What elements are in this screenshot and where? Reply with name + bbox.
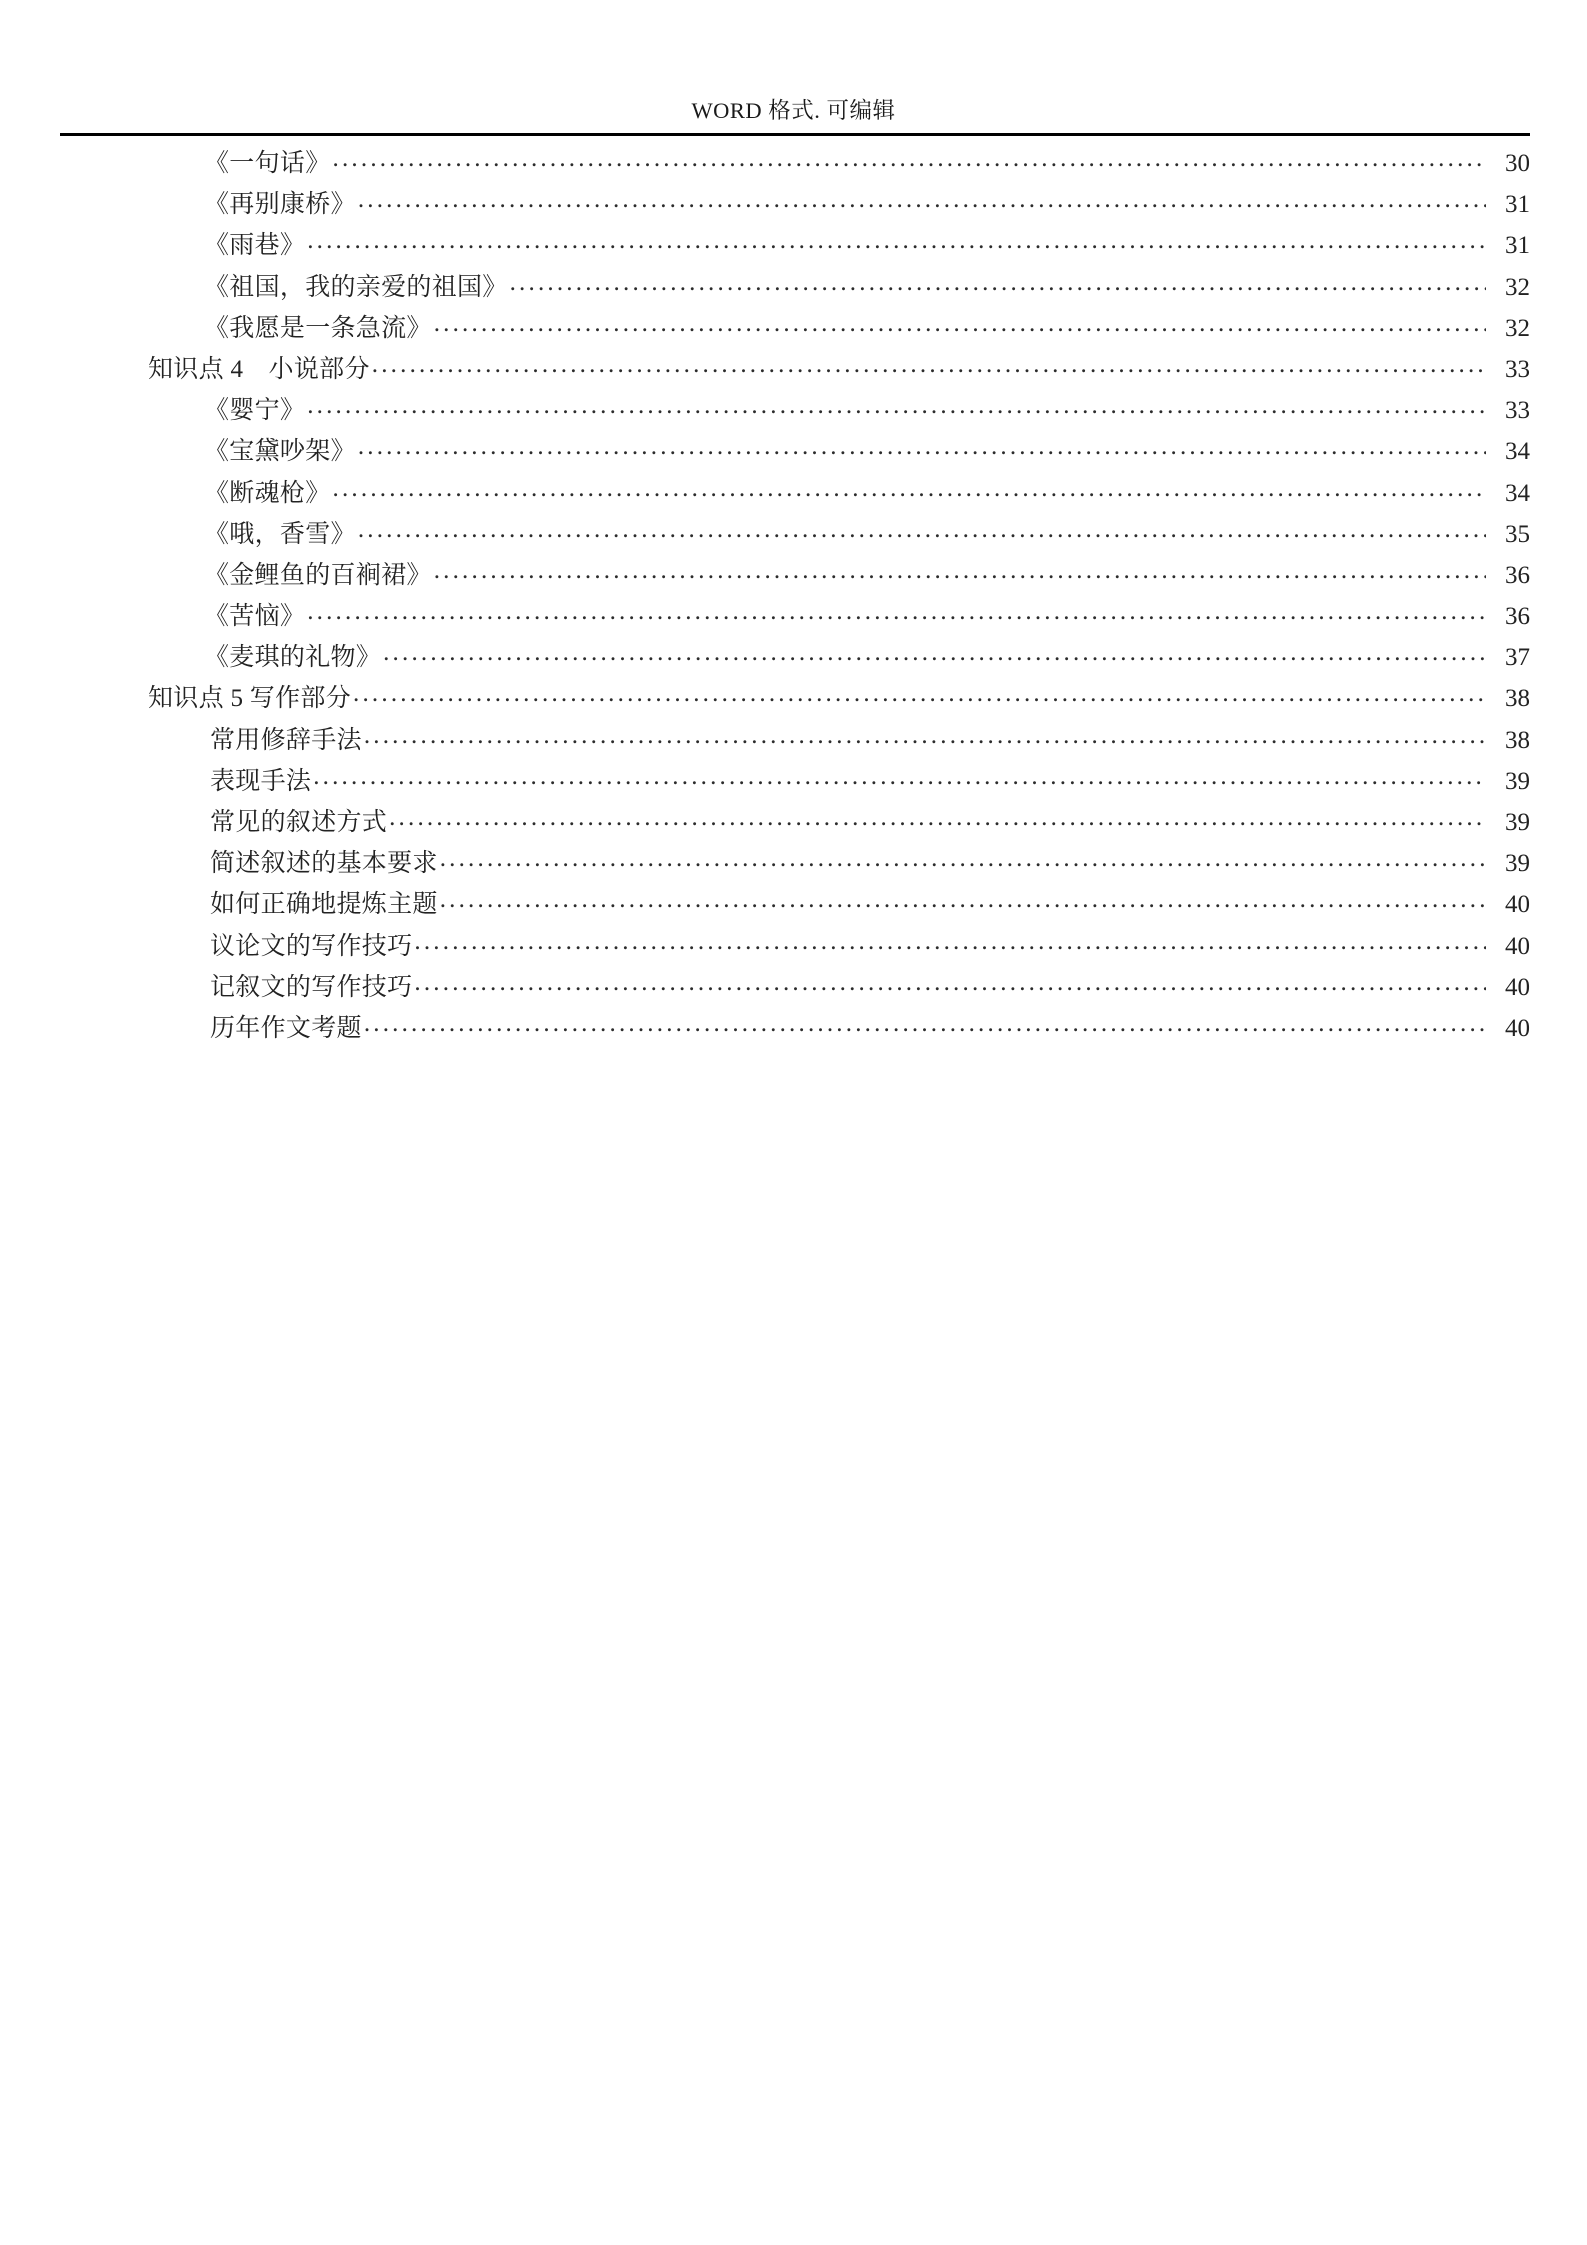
toc-page-number: 33: [1505, 355, 1530, 383]
toc-entry[interactable]: [0, 308, 1587, 349]
toc-entry[interactable]: [0, 884, 1587, 925]
dot-leader: [364, 723, 1486, 748]
dot-leader: [333, 476, 1486, 501]
dot-leader: [353, 681, 1486, 706]
toc-entry[interactable]: [0, 637, 1587, 678]
toc-entry[interactable]: [0, 225, 1587, 266]
toc-page-number: 36: [1505, 603, 1530, 631]
toc-page-number: 34: [1505, 479, 1530, 507]
toc-page-number: 39: [1505, 767, 1530, 795]
toc-entry[interactable]: [0, 720, 1587, 761]
toc-entry-label: 《宝黛吵架》: [204, 438, 356, 466]
dot-leader: [358, 434, 1486, 459]
toc-entry-label: 常见的叙述方式: [210, 809, 388, 836]
toc-entry[interactable]: [0, 555, 1587, 596]
toc-page-number: 38: [1505, 726, 1530, 754]
dot-leader: [389, 805, 1486, 830]
toc-entry-label: 《麦琪的礼物》: [204, 644, 382, 672]
toc-entry[interactable]: [0, 514, 1587, 555]
dot-leader: [510, 270, 1486, 295]
toc-entry[interactable]: [0, 802, 1587, 843]
toc-entry[interactable]: [0, 596, 1587, 637]
toc-page-number: 38: [1505, 685, 1530, 713]
toc-entry-label: 《苦恼》: [204, 603, 306, 631]
toc-entry-label: 表现手法: [210, 767, 312, 795]
dot-leader: [358, 517, 1486, 542]
toc-entry[interactable]: [0, 761, 1587, 802]
dot-leader: [333, 146, 1486, 171]
dot-leader: [440, 846, 1486, 871]
dot-leader: [414, 970, 1486, 995]
toc-entry-label: 《金鲤鱼的百裥裙》: [204, 561, 432, 589]
toc-entry[interactable]: [0, 184, 1587, 225]
toc-entry[interactable]: [0, 143, 1587, 184]
toc-entry[interactable]: [0, 843, 1587, 884]
dot-leader: [307, 393, 1486, 418]
toc-page-number: 39: [1505, 850, 1530, 878]
toc-entry-label: 《婴宁》: [204, 397, 306, 425]
toc-entry[interactable]: [0, 967, 1587, 1008]
toc-page-number: 35: [1505, 520, 1530, 548]
toc-page-number: 40: [1505, 1014, 1530, 1042]
dot-leader: [414, 929, 1486, 954]
dot-leader: [372, 352, 1486, 377]
toc-page-number: 40: [1505, 973, 1530, 1001]
toc-entry-label: 如何正确地提炼主题: [210, 891, 438, 919]
toc-entry-label: 《祖国，我的亲爱的祖国》: [204, 273, 508, 301]
toc-page-number: 32: [1505, 314, 1530, 342]
dot-leader: [440, 887, 1486, 912]
toc-page-number: 32: [1505, 273, 1530, 301]
toc-page-number: 31: [1505, 232, 1530, 260]
toc-page-number: 40: [1505, 932, 1530, 960]
toc-entry[interactable]: [0, 473, 1587, 514]
header-divider: [60, 133, 1530, 136]
dot-leader: [383, 640, 1486, 665]
toc-page-number: 40: [1505, 891, 1530, 919]
toc-page-number: 37: [1505, 644, 1530, 672]
toc-page-number: 39: [1505, 809, 1530, 836]
toc-entry-label: 《再别康桥》: [204, 191, 356, 219]
toc-entry[interactable]: [0, 267, 1587, 308]
toc-entry-label: 议论文的写作技巧: [210, 932, 413, 960]
page-header: [0, 0, 1587, 140]
toc-entry-heading[interactable]: [0, 678, 1587, 719]
toc-entry-label: 知识点 5 写作部分: [148, 685, 352, 713]
toc-entry[interactable]: [0, 1008, 1587, 1049]
dot-leader: [364, 1011, 1486, 1036]
toc-entry-label: 历年作文考题: [210, 1014, 362, 1042]
toc-entry-label: 《一句话》: [204, 150, 331, 177]
dot-leader: [313, 764, 1486, 789]
toc-entry-label: 《哦，香雪》: [204, 520, 356, 548]
table-of-contents: [0, 143, 1587, 1049]
toc-page-number: 30: [1505, 150, 1530, 177]
toc-page-number: 31: [1505, 191, 1530, 219]
toc-entry-label: 简述叙述的基本要求: [210, 850, 438, 878]
dot-leader: [307, 599, 1486, 624]
toc-entry-heading[interactable]: [0, 349, 1587, 390]
toc-page-number: 34: [1505, 438, 1530, 466]
toc-entry-label: 《雨巷》: [204, 232, 306, 260]
toc-entry-label: 常用修辞手法: [210, 726, 362, 754]
toc-entry[interactable]: [0, 926, 1587, 967]
header-title: WORD 格式. 可编辑: [691, 98, 896, 123]
dot-leader: [434, 311, 1486, 336]
toc-entry-label: 《断魂枪》: [204, 479, 331, 507]
toc-entry-label: 《我愿是一条急流》: [204, 314, 432, 342]
toc-page-number: 36: [1505, 561, 1530, 589]
toc-entry-label: 记叙文的写作技巧: [210, 973, 413, 1001]
dot-leader: [358, 187, 1486, 212]
dot-leader: [434, 558, 1486, 583]
toc-entry[interactable]: [0, 431, 1587, 472]
dot-leader: [307, 228, 1486, 253]
toc-entry-label: 知识点 4 小说部分: [148, 355, 370, 383]
toc-page-number: 33: [1505, 397, 1530, 425]
toc-entry[interactable]: [0, 390, 1587, 431]
